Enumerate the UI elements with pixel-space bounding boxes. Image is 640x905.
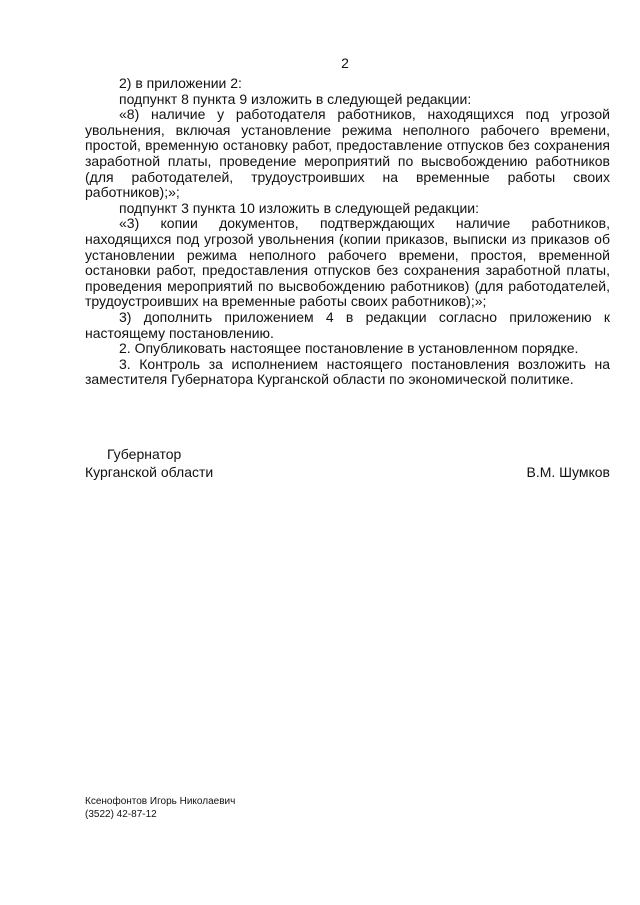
signature-name: В.М. Шумков (526, 464, 610, 480)
paragraph-publish: 2. Опубликовать настоящее постановление в установленном порядке. (119, 340, 579, 357)
signature-position (85, 445, 213, 481)
paragraph-subitem-8-intro: подпункт 8 пункта 9 изложить в следующей редакции: (119, 90, 472, 107)
signature-title: Губернатор (107, 446, 182, 462)
paragraph-subitem-3-text: «3) копии документов, подтверждающих наличие работников, находящихся под угрозой увольнения (копии приказов, выписки из приказов об установлении режима неполного рабочего времени, простоя, временной остановки работ, предоставления отпусков без сохранения заработной платы, проведения мероприятий по высвобождению работников) (для работодателей, трудоустроивших на временные работы своих работников);»; (85, 215, 610, 310)
paragraph-subitem-3-intro: подпункт 3 пункта 10 изложить в следующей редакции: (119, 199, 480, 216)
paragraph-subitem-8-text: «8) наличие у работодателя работников, находящихся под угрозой увольнения, включая установление режима неполного рабочего времени, простой, временную остановку работ, предоставление отпусков без сохранения заработной платы, проведение мероприятий по высвобождению работников (для работодателей, трудоустроивших на временные работы своих работников);»; (85, 106, 610, 201)
executor-name: Ксенофонтов Игорь Николаевич (85, 796, 236, 807)
paragraph-appendix-4: 3) дополнить приложением 4 в редакции согласно приложению к настоящему постановлению. (85, 308, 610, 341)
executor-phone: (3522) 42-87-12 (85, 809, 157, 820)
page-number: 2 (341, 55, 349, 71)
executor-info (85, 795, 235, 821)
paragraph-control: 3. Контроль за исполнением настоящего постановления возложить на заместителя Губернатора Курганской области по экономической политике. (85, 355, 610, 388)
paragraph-appendix-2: 2) в приложении 2: (119, 75, 242, 91)
signature-region: Курганской области (85, 464, 214, 480)
document-body (85, 76, 610, 388)
